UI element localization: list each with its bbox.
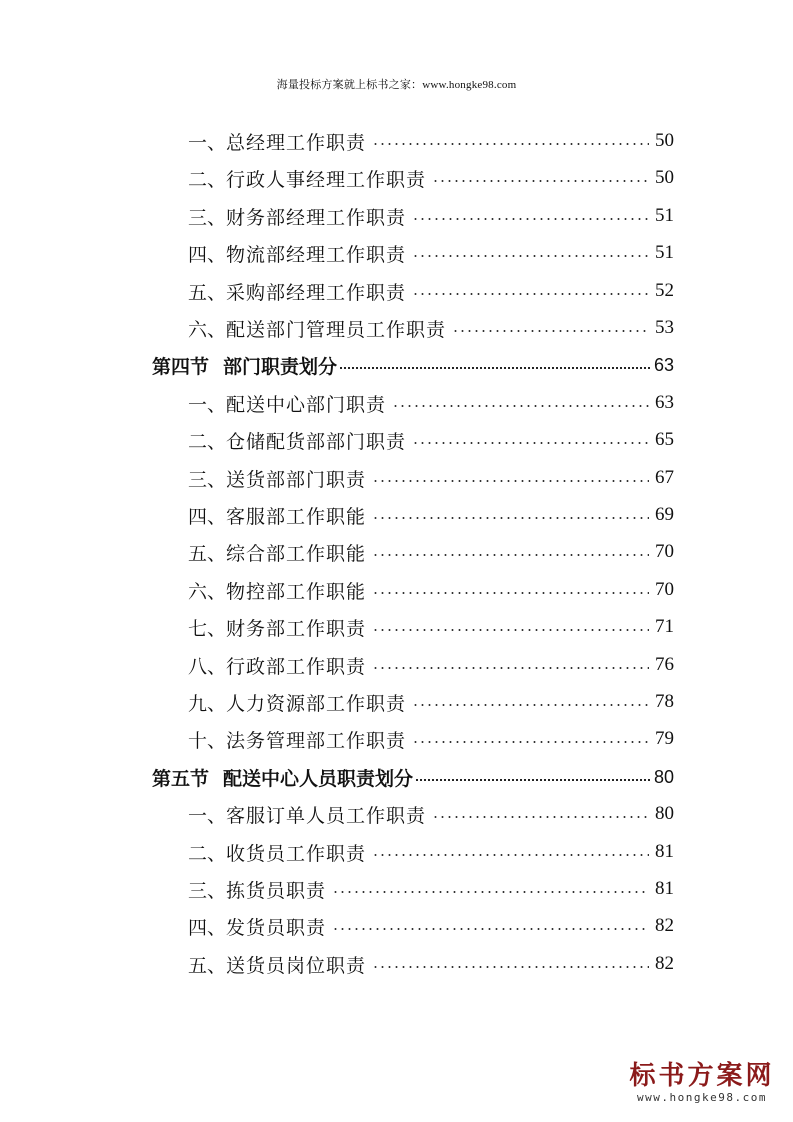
toc-dot-leader <box>372 143 649 145</box>
toc-entry-number: 二、 <box>188 168 227 191</box>
toc-entry-number: 三、 <box>188 879 227 902</box>
toc-entry-number: 一、 <box>188 804 227 827</box>
toc-entry[interactable] <box>188 235 674 271</box>
toc-entry-title: 配送部门管理员工作职责 <box>226 318 447 341</box>
toc-dot-leader <box>412 704 649 706</box>
toc-entry-number: 三、 <box>188 206 227 229</box>
toc-dot-leader <box>372 554 649 556</box>
toc-dot-leader <box>412 255 649 257</box>
toc-entry[interactable] <box>188 534 674 570</box>
toc-entry[interactable] <box>188 572 674 608</box>
toc-page-number: 63 <box>653 354 674 375</box>
toc-section-heading[interactable] <box>152 347 674 383</box>
toc-entry[interactable] <box>188 721 674 757</box>
toc-page-number: 81 <box>655 841 674 862</box>
toc-dot-leader <box>412 218 649 220</box>
toc-entry-title: 送货员岗位职责 <box>226 954 367 977</box>
toc-entry-title: 总经理工作职责 <box>226 131 367 154</box>
toc-page-number: 51 <box>655 242 674 263</box>
toc-page-number: 70 <box>655 579 674 600</box>
toc-entry-title: 物流部经理工作职责 <box>226 243 407 266</box>
toc-entry-number: 七、 <box>188 617 227 640</box>
toc-entry-title: 客服部工作职能 <box>226 505 367 528</box>
toc-entry-title: 行政人事经理工作职责 <box>226 168 427 191</box>
toc-dot-leader <box>412 442 649 444</box>
toc-entry-number: 五、 <box>188 542 227 565</box>
toc-page-number: 53 <box>655 317 674 338</box>
toc-entry-title: 拣货员职责 <box>226 879 327 902</box>
toc-entry[interactable] <box>188 796 674 832</box>
toc-page-number: 78 <box>655 691 674 712</box>
toc-page-number: 71 <box>655 616 674 637</box>
toc-entry-number: 第五节 <box>152 767 210 790</box>
toc-entry[interactable] <box>188 123 674 159</box>
toc-page-number: 80 <box>655 803 674 824</box>
toc-entry[interactable] <box>188 160 674 196</box>
toc-entry[interactable] <box>188 609 674 645</box>
toc-dot-leader <box>452 330 649 332</box>
toc-entry[interactable] <box>188 871 674 907</box>
toc-page-number: 82 <box>655 915 674 936</box>
toc-entry-title: 人力资源部工作职责 <box>226 692 407 715</box>
toc-entry-number: 九、 <box>188 692 227 715</box>
toc-dot-leader <box>412 741 649 743</box>
toc-entry-title: 采购部经理工作职责 <box>226 281 407 304</box>
toc-entry-title: 行政部工作职责 <box>226 655 367 678</box>
toc-page-number: 76 <box>655 654 674 675</box>
toc-page-number: 81 <box>655 878 674 899</box>
toc-dot-leader <box>372 629 649 631</box>
toc-page-number: 67 <box>655 467 674 488</box>
toc-entry[interactable] <box>188 497 674 533</box>
toc-entry-number: 四、 <box>188 243 227 266</box>
toc-entry-number: 四、 <box>188 916 227 939</box>
toc-dot-leader <box>339 367 652 369</box>
toc-entry[interactable] <box>188 946 674 982</box>
toc-entry-title: 财务部经理工作职责 <box>226 206 407 229</box>
toc-page-number: 52 <box>655 280 674 301</box>
toc-dot-leader <box>412 293 649 295</box>
toc-entry-title: 物控部工作职能 <box>226 580 367 603</box>
toc-entry-number: 四、 <box>188 505 227 528</box>
toc-dot-leader <box>372 592 649 594</box>
toc-dot-leader <box>432 816 649 818</box>
toc-entry[interactable] <box>188 647 674 683</box>
page-header: 海量投标方案就上标书之家：www.hongke98.com <box>276 79 517 91</box>
toc-entry-number: 一、 <box>188 393 227 416</box>
toc-section-heading[interactable] <box>152 759 674 795</box>
toc-entry-number: 二、 <box>188 430 227 453</box>
logo-title: 标书方案网 <box>629 1061 775 1091</box>
toc-entry-title: 收货员工作职责 <box>226 842 367 865</box>
toc-entry[interactable] <box>188 908 674 944</box>
toc-entry-title: 仓储配货部部门职责 <box>226 430 407 453</box>
toc-entry-number: 第四节 <box>152 355 210 378</box>
toc-dot-leader <box>372 480 649 482</box>
toc-entry[interactable] <box>188 422 674 458</box>
toc-entry-number: 五、 <box>188 954 227 977</box>
toc-entry[interactable] <box>188 198 674 234</box>
toc-dot-leader <box>392 405 649 407</box>
table-of-contents <box>0 123 793 993</box>
watermark-logo <box>627 1062 777 1110</box>
toc-entry[interactable] <box>188 310 674 346</box>
toc-entry[interactable] <box>188 385 674 421</box>
toc-entry[interactable] <box>188 273 674 309</box>
toc-entry-title: 送货部部门职责 <box>226 468 367 491</box>
toc-entry-number: 二、 <box>188 842 227 865</box>
toc-entry-title: 配送中心人员职责划分 <box>223 767 414 790</box>
toc-entry-title: 配送中心部门职责 <box>226 393 387 416</box>
toc-dot-leader <box>415 779 652 781</box>
logo-url: www.hongke98.com <box>637 1091 767 1104</box>
toc-dot-leader <box>372 854 649 856</box>
toc-entry[interactable] <box>188 834 674 870</box>
toc-page-number: 70 <box>655 541 674 562</box>
toc-entry[interactable] <box>188 460 674 496</box>
toc-entry-number: 六、 <box>188 580 227 603</box>
toc-entry-title: 发货员职责 <box>226 916 327 939</box>
toc-dot-leader <box>372 517 649 519</box>
toc-page-number: 79 <box>655 728 674 749</box>
toc-dot-leader <box>372 667 649 669</box>
toc-page-number: 50 <box>655 167 674 188</box>
toc-entry-number: 八、 <box>188 655 227 678</box>
toc-entry-number: 六、 <box>188 318 227 341</box>
toc-page-number: 69 <box>655 504 674 525</box>
toc-page-number: 51 <box>655 205 674 226</box>
toc-entry-title: 综合部工作职能 <box>226 542 367 565</box>
toc-page-number: 80 <box>653 766 674 787</box>
toc-entry-title: 部门职责划分 <box>223 355 338 378</box>
toc-page-number: 50 <box>655 130 674 151</box>
toc-entry-title: 法务管理部工作职责 <box>226 729 407 752</box>
toc-entry[interactable] <box>188 684 674 720</box>
toc-entry-number: 一、 <box>188 131 227 154</box>
toc-entry-title: 财务部工作职责 <box>226 617 367 640</box>
toc-dot-leader <box>332 891 649 893</box>
toc-dot-leader <box>432 180 649 182</box>
toc-entry-number: 十、 <box>188 729 227 752</box>
toc-entry-number: 三、 <box>188 468 227 491</box>
toc-dot-leader <box>372 966 649 968</box>
toc-dot-leader <box>332 928 649 930</box>
toc-entry-number: 五、 <box>188 281 227 304</box>
toc-page-number: 82 <box>655 953 674 974</box>
toc-page-number: 65 <box>655 429 674 450</box>
toc-page-number: 63 <box>655 392 674 413</box>
toc-entry-title: 客服订单人员工作职责 <box>226 804 427 827</box>
